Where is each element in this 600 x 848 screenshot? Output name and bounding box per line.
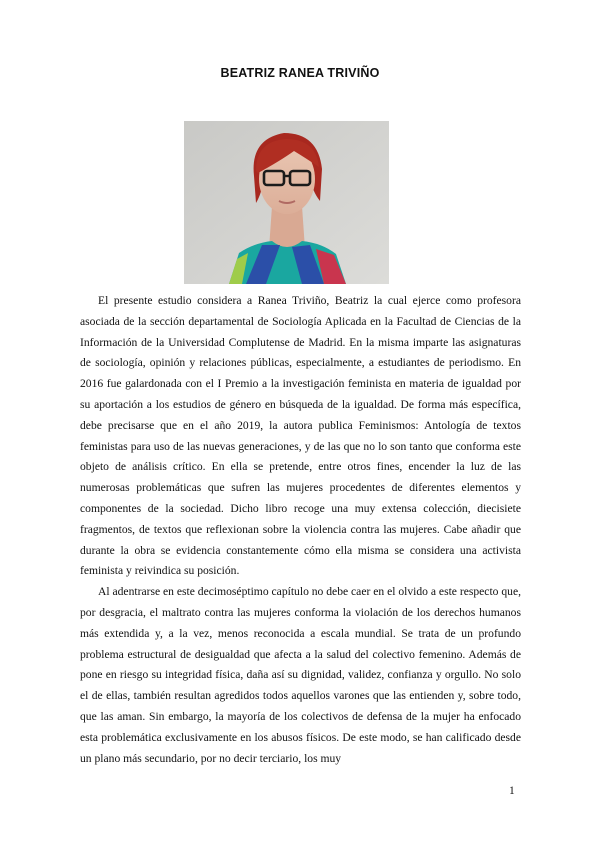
page-number: 1 <box>509 785 515 797</box>
author-portrait-icon <box>184 121 389 284</box>
body-text <box>80 291 521 769</box>
paragraph: El presente estudio considera a Ranea Triviño, Beatriz la cual ejerce como profesora asociada de la sección departamental de Sociología Aplicada en la Facultad de Ciencias de la Información de la Universidad Complutense de Madrid. En la misma imparte las asignaturas de sociología, opinión y relaciones públicas, especialmente, a estudiantes de periodismo. En 2016 fue galardonada con el I Premio a la investigación feminista en materia de igualdad por su aportación a los estudios de género en búsqueda de la igualdad. De forma más específica, debe precisarse que en el año 2019, la autora publica Feminismos: Antología de textos feministas para uso de las nuevas generaciones, y de las que no lo son tanto que conforma este objeto de análisis crítico. En ella se pretende, entre otros fines, encender la luz de las numerosas problemáticas que sufren las mujeres procedentes de diferentes elementos y componentes de la sociedad. Dicho libro recoge una muy extensa colección, diecisiete fragmentos, de textos que reflexionan sobre la violencia contra las mujeres. Cabe añadir que durante la obra se evidencia constantemente cómo ella misma se considera una activista feminista y reivindica su posición. <box>80 294 521 578</box>
paragraph: Al adentrarse en este decimoséptimo capítulo no debe caer en el olvido a este respecto que, por desgracia, el maltrato contra las mujeres conforma la violación de los derechos humanos más extendida y, a la vez, menos reconocida a escala mundial. Se trata de un profundo problema estructural de desigualdad que afecta a la salud del colectivo femenino. Además de pone en riesgo su integridad física, daña así su dignidad, validez, confianza y orgullo. No solo el de ellas, también resultan agredidos todos aquellos varones que las entienden y, sobre todo, que las aman. Sin embargo, la mayoría de los colectivos de defensa de la mujer ha enfocado esta problemática exclusivamente en los abusos físicos. De este modo, se han calificado desde un plano más secundario, por no decir terciario, los muy <box>80 585 522 765</box>
author-name-heading: BEATRIZ RANEA TRIVIÑO <box>220 66 380 80</box>
author-portrait-photo <box>184 121 389 284</box>
